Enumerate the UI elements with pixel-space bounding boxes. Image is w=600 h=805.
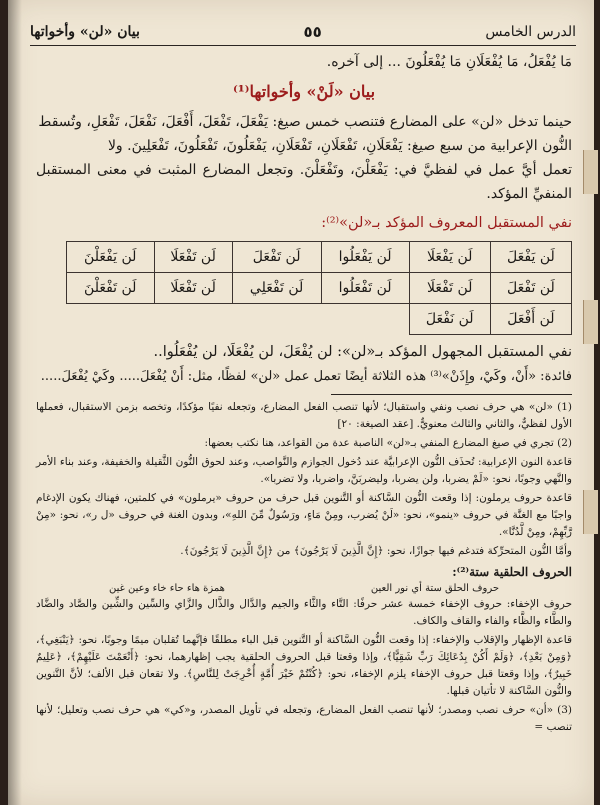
- page-number: ٥٥: [303, 23, 322, 41]
- binding-shadow: [8, 0, 22, 805]
- body-line: تعمل أيَّ عمل في لفظيَّ في: يَفْعَلْنَ، وتَفْعَلْنَ. وتجعل المضارع المثبت في معنى المستقبل المنفيِّ المؤكد.: [36, 162, 572, 203]
- chapter-title: الدرس الخامس: [485, 24, 576, 40]
- table-cell: لَن تَفْعَلَ: [490, 272, 571, 303]
- body-line: النُّون الإعرابية من سبع صيغ: يَفْعَلَانِ، تَفْعَلَانِ، تَفْعَلَانِ، يَفْعَلُونَ، تَفْعَلُونَ، تَفْعَلِينَ. ولا: [107, 138, 572, 155]
- footnote: وأمَّا النُّون المتحرِّكة فتدغم فيها جوازًا، نحو: ﴿إِنَّ الَّذِينَ لَا يَرْجُونَ﴾ من ﴿إِنَّ الَّذِينَ لَا يَرْجُونَ﴾.: [180, 544, 572, 557]
- table-cell: لَن تَفْعَلَا: [154, 241, 232, 272]
- table-heading: نفي المستقبل المعروف المؤكد بـ«لن»⁽²⁾:: [321, 215, 572, 232]
- table-cell: لَن يَفْعَلُوا: [321, 241, 409, 272]
- page-tab: [583, 300, 598, 344]
- page-tab: [583, 490, 598, 534]
- table-cell: لَن يَفْعَلَا: [409, 241, 490, 272]
- page-header: [30, 20, 576, 44]
- table-cell: لَن أَفْعَلَ: [490, 303, 571, 334]
- footnotes-rule: [331, 394, 572, 395]
- verse-hemistich: حروف الحلق ستة أي نور العين: [370, 583, 500, 595]
- body-line: حينما تدخل «لن» على المضارع فتنصب خمس صيغ: يَفْعَلَ، تَفْعَلَ، أَفْعَلَ، نَفْعَلَ، تَفْعَلِ، وتُسقط: [38, 114, 572, 131]
- conjugation-table: [66, 241, 572, 335]
- table-cell: لَن تَفْعَلِي: [232, 272, 321, 303]
- footnote: (1) «لن» هي حرف نصب ونفي واستقبال؛ لأنها تنصب الفعل المضارع، وتجعله نفيًا مؤكدًا، وتخصه بزمن الاستقبال، فعملها الأول لفظيٌّ، والثاني والثالث معنويٌّ. [عقد الصيغة: ٢٠]: [36, 400, 572, 430]
- throat-letters-verse: [36, 583, 572, 594]
- page-tab: [583, 150, 598, 194]
- table-cell: لَن تَفْعَلَا: [409, 272, 490, 303]
- passive-line: نفي المستقبل المجهول المؤكد بـ«لن»: لن يُفْعَلَ، لن يُفْعَلَا، لن يُفْعَلُوا..: [153, 343, 572, 360]
- table-row: [67, 272, 572, 303]
- table-cell: لَن يَفْعَلْنَ: [67, 241, 155, 272]
- page-content: [36, 52, 572, 738]
- intro-line: مَا يُفْعَلُ، مَا يُفْعَلَانِ مَا يُفْعَلُونَ ... إلى آخره.: [326, 54, 572, 70]
- footnote: حروف الإخفاء: حروف الإخفاء خمسة عشر حرفًا: التَّاء والثَّاء والجيم والدَّال والذَّال والزَّاي والسِّين والشِّين والصَّاد والضَّاد والطَّاء والظَّاء والفاء والقاف والكاف.: [36, 598, 572, 628]
- table-cell: لَن تَفْعَلْنَ: [67, 272, 155, 303]
- benefit-line: فائدة: «أَنْ، وكَيْ، وإِذَنْ»⁽³⁾ هذه الثلاثة أيضًا تعمل عمل «لن» لفظًا، مثل: أَنْ يُفْعَلَ..... وكَيْ يُفْعَلَ.....: [40, 369, 572, 385]
- book-page: [8, 0, 594, 805]
- table-cell: لَن نَفْعَلَ: [409, 303, 490, 334]
- table-row: [67, 303, 572, 334]
- verse-hemistich: همزة هاء حاء خاء وعين غين: [109, 583, 225, 595]
- throat-letters-heading: الحروف الحلقية ستة⁽²⁾:: [452, 564, 572, 579]
- table-cell: لَن تَفْعَلَا: [154, 272, 232, 303]
- footnote: (3) «أن» حرف نصب ومصدر؛ لأنها تنصب الفعل المضارع، وتجعله في تأويل المصدر، و«كي» هي حرف نصب وتعليل؛ لأنها تنصب =: [36, 704, 572, 734]
- footnote: قاعدة النون الإعرابية: تُحذَف النُّون الإعرابيَّة عند دُخول الجوازم والنَّواصب، وعند لحوق النُّون الثَّقيلة والخفيفة، وعند بناء الأمر والنَّهي وجوبًا، نحو: «لَمْ يضربا، ولن يضربا، وليضربَنَّ، واضربا، ولا تضربا».: [36, 455, 572, 485]
- footnote: (2) تجري في صيغ المضارع المنفي بـ«لن» الناصبة عدة من القواعد، هنا نكتب بعضها:: [204, 436, 572, 449]
- footnote: قاعدة الإظهار والإقلاب والإخفاء: إذا وقعت النُّون السَّاكنة أو التَّنوين قبل الباء مطلقًا فإنَّهما تُقلبان ميمًا وجوبًا، نحو: ﴿يَنْبَغِي﴾، ﴿وَمِنْ بَعْدِ﴾، ﴿وَلَمْ أَكُنْ بِدُعَائِكَ رَبِّ شَقِيًّا﴾، وإذا وقعتا قبل الحروف الحلقية يجب إظهارهما، نحو: ﴿أَنْعَمْتَ عَلَيْهِمْ﴾، ﴿عَلِيمٌ خَبِيرٌ﴾، وإذا وقعتا قبل حروف الإخفاء يلزم الإخفاء، نحو: ﴿كُنْتُمْ خَيْرَ أُمَّةٍ أُخْرِجَتْ لِلنَّاسِ﴾. ولا تقعان قبل الألف؛ لأنَّ التَّنوين والنُّون السَّاكنة لا تأتيان قبلها.: [36, 634, 572, 698]
- footnote: قاعدة حروف يرملون: إذا وقعت النُّون السَّاكنة أو التَّنوين قبل حرف من حروف «يرملون» في كلمتين، فهناك يكون الإدغام واجبًا مع الغنَّة في حروف «ينمو»، نحو: «لَنْ يُضرب، ومِنْ مَاءٍ، ورَسُولٌ مِّنَ اللهِ»، وبدون الغنة في حروف «ل ر»، نحو: «مِنْ رَّبِّهِمْ، ومِنْ لَّدُنَّا».: [36, 491, 572, 538]
- table-cell: لَن تَفْعَلَ: [232, 241, 321, 272]
- table-cell: لَن تَفْعَلُوا: [321, 272, 409, 303]
- header-rule: [30, 45, 576, 46]
- table-cell: لَن يَفْعَلَ: [490, 241, 571, 272]
- section-title: بيان «لَنْ» وأخواتها⁽¹⁾: [232, 81, 376, 101]
- table-row: [67, 241, 572, 272]
- running-title: بيان «لن» وأخواتها: [30, 24, 140, 40]
